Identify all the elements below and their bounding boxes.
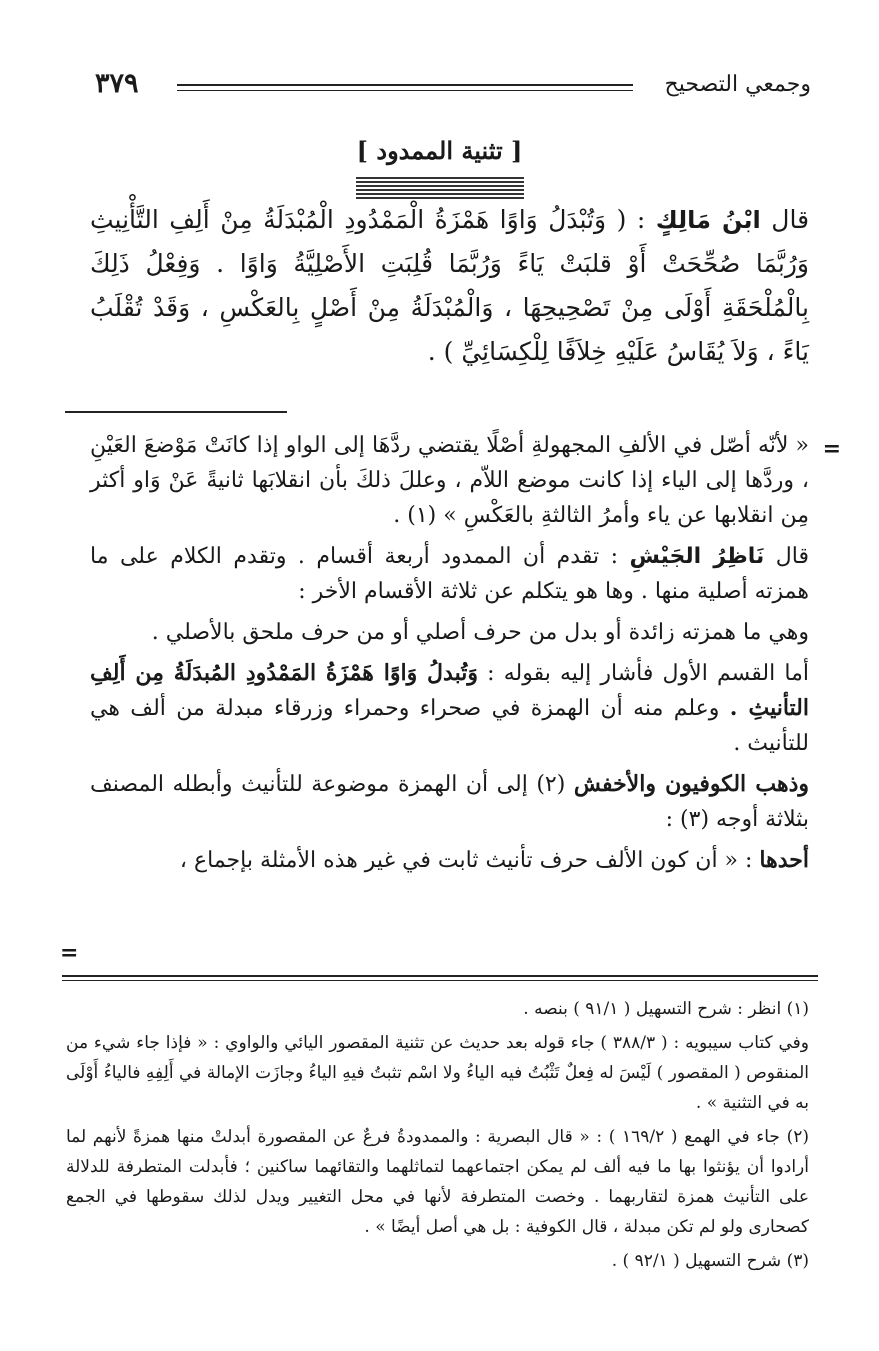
running-title: وجمعي التصحيح	[664, 72, 811, 97]
paragraph-text: أما القسم الأول فأشار إليه بقوله :	[487, 661, 809, 686]
matn-text: : ( وَتُبْدَلُ وَاوًا هَمْزَةُ الْمَمْدُودِ الْمُبْدَلَةُ مِنْ أَلِفِ التَّأْنِيثِ وَرُبَّمَا صُحِّحَتْ أَوْ قلبَتْ يَاءً وَرُبَّمَا قُلِبَتِ الأَصْلِيَّةُ وَاوًا . وَفِعْلُ ذَلِكَ بِالْمُلْحَقَةِ أَوْلَى مِنْ تَصْحِيحِهَا ، وَالْمُبْدَلَةُ مِنْ أَصْلٍ بِالعَكْسِ ، وَقَدْ تُقْلَبُ يَاءً ، وَلاَ يُقَاسُ عَلَيْهِ خِلاَفًا لِلْكِسَائِيِّ ) .	[90, 205, 809, 366]
speaker-prefix: قال	[775, 544, 809, 569]
footnote: (١) انظر : شرح التسهيل ( ٩١/١ ) بنصه .	[523, 999, 809, 1019]
commentary-paragraph	[90, 843, 809, 878]
quoted-matn: وَتُبدلُ وَاوًا هَمْزَةُ المَمْدُودِ المُبدَلَةُ مِن أَلِفِ التأنيثِ .	[90, 660, 809, 721]
matn-speaker-prefix: قال	[771, 205, 810, 234]
heading-ornament-rule	[356, 177, 524, 199]
footnote: (٣) شرح التسهيل ( ٩٢/١ ) .	[611, 1251, 809, 1271]
commentary-paragraph	[90, 539, 809, 609]
commentary	[90, 428, 809, 884]
continuation-mark-top: =	[822, 436, 841, 462]
bold-phrase: وذهب الكوفيون والأخفش	[573, 771, 809, 797]
matn-paragraph	[90, 198, 809, 374]
matn-speaker: ابْنُ مَالِكٍ	[655, 206, 761, 234]
footnote-rule	[62, 975, 818, 981]
bold-phrase: أحدها	[759, 847, 809, 873]
speaker-name: نَاظِرُ الجَيْشِ	[629, 544, 765, 569]
chapter-heading: [ تثنية الممدود ]	[356, 136, 523, 165]
matn-divider	[65, 411, 287, 413]
continuation-mark-bottom: =	[60, 940, 79, 966]
paragraph-text: : تقدم أن الممدود أربعة أقسام . وتقدم الكلام على ما همزته أصلية منها . وها هو يتكلم عن ثلاثة الأقسام الأخر :	[90, 544, 809, 604]
paragraph-text: : « أن كون الألف حرف تأنيث ثابت في غير هذه الأمثلة بإجماع ،	[179, 848, 753, 873]
footnote: (٢) جاء في الهمع ( ١٦٩/٢ ) : « قال البصرية : والممدودةُ فرعٌ عن المقصورة أبدلتْ منها همزةً لأنهم لما أرادوا أن يؤنثوا بها ما فيه ألف لم يمكن اجتماعهما لتماثلهما والتقائهما ساكنين ؛ فأبدلت المتطرفة للدلالة على التأنيث همزة لتقاربهما . وخصت المتطرفة لأنها في محل التغيير ويدل لذلك سقوطها في الجمع كصحارى ولو لم تكن مبدلة ، قال الكوفية : بل هي أصل أيضًا » .	[66, 1127, 809, 1237]
commentary-quote: « لأنّه أصّل في الألفِ المجهولةِ أصْلًا يقتضي ردَّهَا إلى الواو إذا كانَتْ مَوْضعَ العَيْنِ ، وردَّها إلى الياء إذا كانت موضع اللاّم ، وعللَ ذلكَ بأن انقلابَها ثانيةً عَنْ وَاو أكثر مِن انقلابها عن ياء وأمرُ الثالثةِ بالعَكْسِ » (١) .	[90, 433, 809, 528]
running-header	[95, 68, 811, 102]
chapter-heading-block	[0, 136, 879, 199]
header-rule	[177, 84, 633, 91]
paragraph-text: (٢) إلى أن الهمزة موضوعة للتأنيث وأبطله المصنف بثلاثة أوجه (٣) :	[90, 772, 809, 832]
commentary-paragraph	[90, 767, 809, 837]
commentary-paragraph	[90, 656, 809, 761]
commentary-paragraph: وهي ما همزته زائدة أو بدل من حرف أصلي أو من حرف ملحق بالأصلي .	[151, 620, 809, 645]
paragraph-text: وعلم منه أن الهمزة في صحراء وحمراء وزرقاء مبدلة من ألف هي للتأنيث .	[90, 696, 809, 756]
footnotes	[66, 994, 809, 1280]
page-number: ٣٧٩	[95, 68, 139, 99]
footnote: وفي كتاب سيبويه : ( ٣٨٨/٣ ) جاء قوله بعد حديث عن تثنية المقصور اليائي والواوي : « فإذا جاء شيء من المنقوص ( المقصور ) لَيْسَ له فِعلٌ تَثْبُتُ فيه الياءُ ولا اسْم تثبتُ فيهِ الياءُ وجازَت الإمالة في أَلِفِهِ فالياءُ أَوْلَى به في التثنية » .	[66, 1033, 809, 1113]
